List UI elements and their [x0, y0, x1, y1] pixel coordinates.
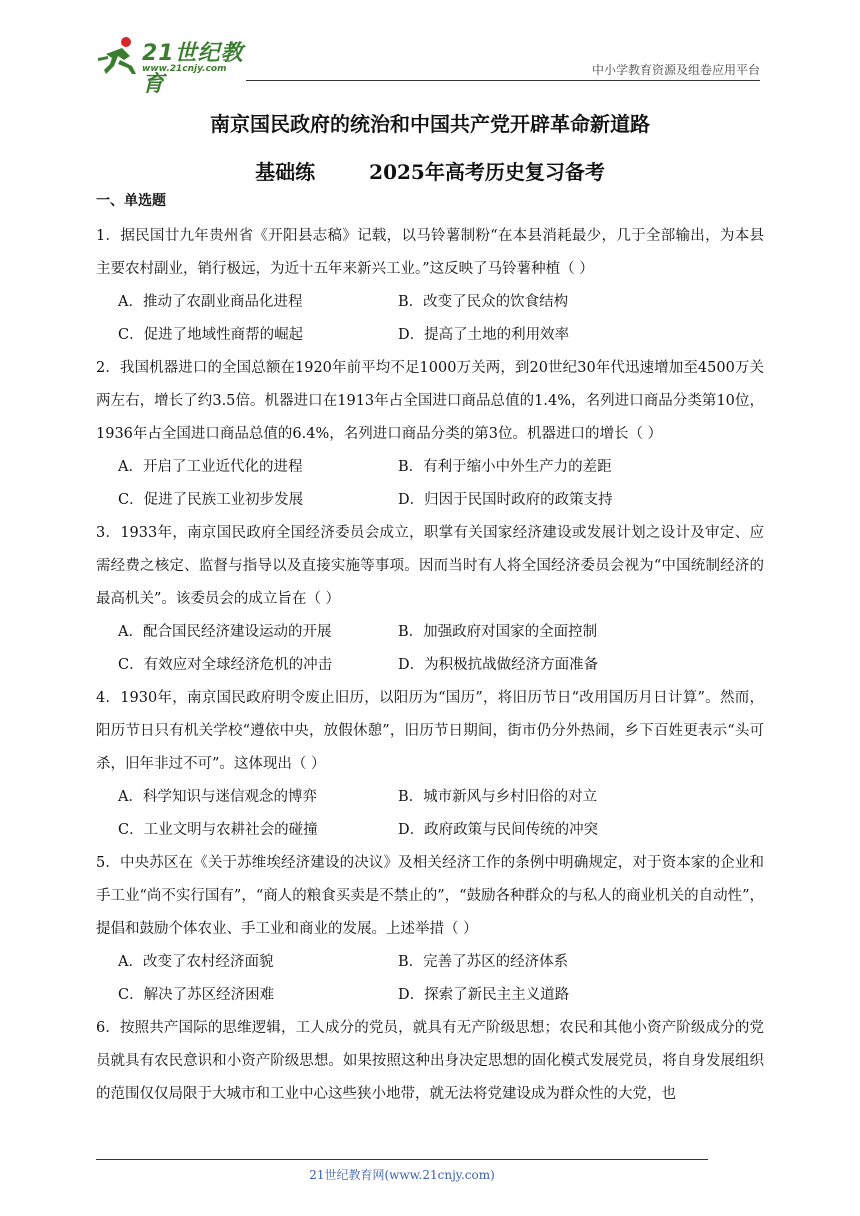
option-c[interactable]: C．工业文明与农耕社会的碰撞: [118, 822, 318, 838]
question-stem: 6．按照共产国际的思维逻辑，工人成分的党员，就具有无产阶级思想；农民和其他小资产阶级成分的党员就具有农民意识和小资产阶级思想。如果按照这种出身决定思想的固化模式发展党员，将自身发展组织的范围仅仅局限于大城市和工业中心这些狭小地带，就无法将党建设成为群众性的大党，也: [96, 1020, 764, 1102]
option-b[interactable]: B．有利于缩小中外生产力的差距: [398, 459, 612, 475]
question-item: [96, 1012, 764, 1111]
subtitle-left: 基础练: [255, 160, 316, 184]
option-a[interactable]: A．开启了工业近代化的进程: [118, 459, 303, 475]
question-item: [96, 352, 764, 517]
option-row: [96, 946, 764, 979]
option-row: [96, 616, 764, 649]
footer-link[interactable]: 21世纪教育网(www.21cnjy.com): [309, 1168, 495, 1182]
option-c[interactable]: C．促进了地域性商帮的崛起: [118, 327, 304, 343]
question-item: [96, 682, 764, 847]
question-item: [96, 517, 764, 682]
page-subtitle: [0, 156, 860, 185]
option-a[interactable]: A．配合国民经济建设运动的开展: [118, 624, 332, 640]
option-d[interactable]: D．探索了新民主主义道路: [398, 987, 570, 1003]
option-a[interactable]: A．推动了农副业商品化进程: [118, 294, 303, 310]
option-a[interactable]: A．科学知识与迷信观念的博弈: [118, 789, 317, 805]
logo-url: www.21cnjy.com: [142, 64, 227, 74]
question-stem: 2．我国机器进口的全国总额在1920年前平均不足1000万关两，到20世纪30年代迅速增加至4500万关两左右，增长了约3.5倍。机器进口在1913年占全国进口商品总值的1.4%，名列进口商品分类第10位，1936年占全国进口商品总值的6.4%，名列进口商品分类的第3位。机器进口的增长（ ）: [96, 360, 764, 442]
option-row: [96, 451, 764, 484]
option-row: [96, 649, 764, 682]
option-b[interactable]: B．完善了苏区的经济体系: [398, 954, 569, 970]
platform-name: 中小学教育资源及组卷应用平台: [591, 63, 760, 77]
subtitle-right: 2025年高考历史复习备考: [369, 160, 605, 184]
option-b[interactable]: B．城市新风与乡村旧俗的对立: [398, 789, 598, 805]
option-row: [96, 814, 764, 847]
question-list: [96, 190, 764, 1111]
option-row: [96, 979, 764, 1012]
option-row: [96, 286, 764, 319]
option-b[interactable]: B．加强政府对国家的全面控制: [398, 624, 598, 640]
option-row: [96, 319, 764, 352]
runner-logo-icon: [96, 36, 140, 76]
option-a[interactable]: A．改变了农村经济面貌: [118, 954, 274, 970]
option-c[interactable]: C．解决了苏区经济困难: [118, 987, 275, 1003]
option-b[interactable]: B．改变了民众的饮食结构: [398, 294, 569, 310]
header-divider: [246, 80, 760, 81]
option-d[interactable]: D．归因于民国时政府的政策支持: [398, 492, 613, 508]
option-c[interactable]: C．有效应对全球经济危机的冲击: [118, 657, 333, 673]
question-stem: 3．1933年，南京国民政府全国经济委员会成立，职掌有关国家经济建设或发展计划之设计及审定、应需经费之核定、监督与指导以及直接实施等事项。因而当时有人将全国经济委员会视为“中国统制经济的最高机关”。该委员会的成立旨在（ ）: [96, 525, 764, 607]
page-header: [96, 34, 760, 97]
question-stem: 5．中央苏区在《关于苏维埃经济建设的决议》及相关经济工作的条例中明确规定，对于资本家的企业和手工业“尚不实行国有”，“商人的粮食买卖是不禁止的”，“鼓励各种群众的与私人的商业机关的自动性”，提倡和鼓励个体农业、手工业和商业的发展。上述举措（ ）: [96, 855, 764, 937]
logo-text: 21世纪教育: [142, 41, 244, 97]
question-stem: 4．1930年，南京国民政府明令废止旧历，以阳历为“国历”，将旧历节日“改用国历月日计算”。然而，阳历节日只有机关学校“遵依中央，放假休憩”，旧历节日期间，街市仍分外热闹，乡下百姓更表示“头可杀，旧年非过不可”。这体现出（ ）: [96, 690, 764, 772]
site-logo[interactable]: [96, 34, 256, 97]
option-d[interactable]: D．政府政策与民间传统的冲突: [398, 822, 599, 838]
option-row: [96, 484, 764, 517]
option-d[interactable]: D．为积极抗战做经济方面准备: [398, 657, 599, 673]
option-d[interactable]: D．提高了土地的利用效率: [398, 327, 570, 343]
option-c[interactable]: C．促进了民族工业初步发展: [118, 492, 304, 508]
question-item: [96, 847, 764, 1012]
page-title: 南京国民政府的统治和中国共产党开辟革命新道路: [210, 112, 650, 136]
question-stem: 1．据民国廿九年贵州省《开阳县志稿》记载，以马铃薯制粉“在本县消耗最少，几于全部输出，为本县主要农村副业，销行极远，为近十五年来新兴工业。”这反映了马铃薯种植（ ）: [96, 228, 764, 277]
option-row: [96, 781, 764, 814]
question-item: [96, 220, 764, 352]
footer-divider: [96, 1159, 708, 1160]
section-heading: 一、单选题: [96, 193, 166, 209]
